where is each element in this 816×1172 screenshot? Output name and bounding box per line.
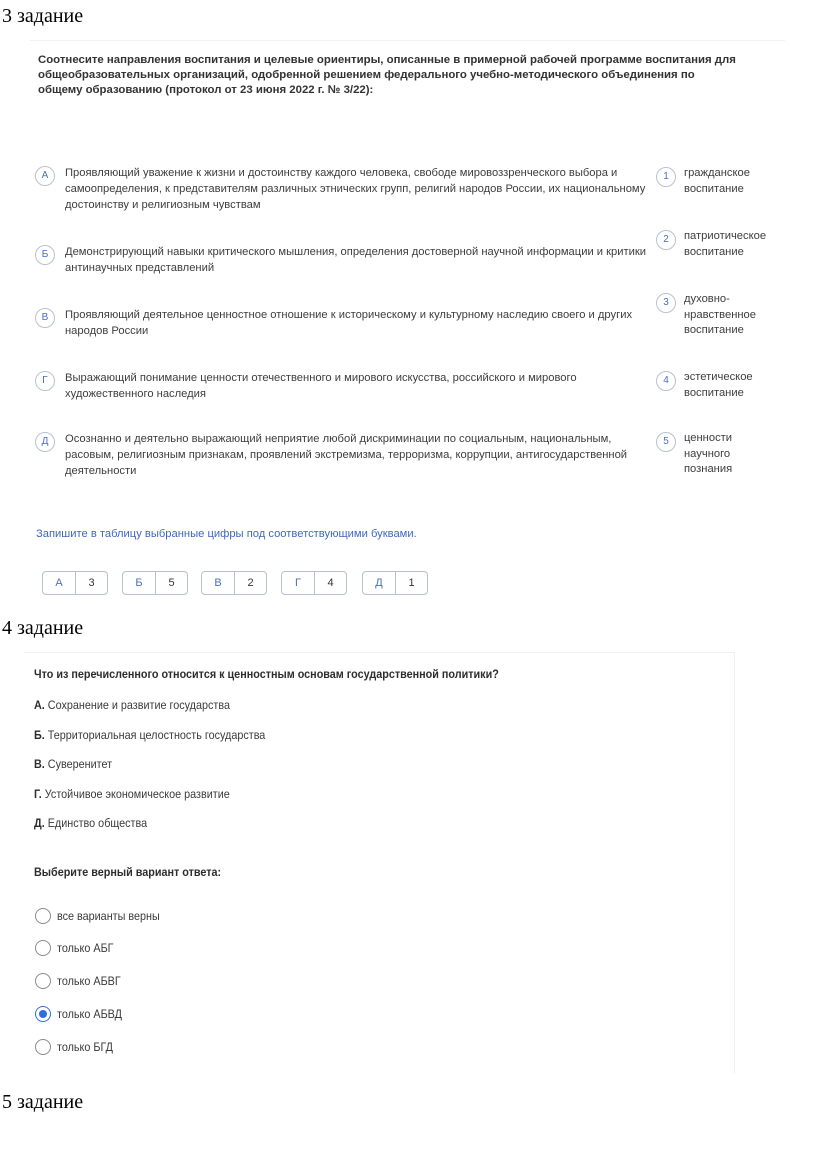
statement-item [34,698,230,712]
item-text: Сохранение и развитие государства [47,698,230,712]
option-text: эстетическое воспитание [684,371,753,399]
answer-cell-a[interactable] [42,571,108,595]
statement-text: Проявляющий деятельное ценностное отношение к историческому и культурному наследию своего и других народов России [65,309,633,337]
radio-button[interactable] [35,1039,51,1055]
item-letter: Г. [34,787,42,801]
option-number-badge: 5 [656,432,676,452]
option-number-badge: 2 [656,230,676,250]
task3-instruction: Запишите в таблицу выбранные цифры под соответствующими буквами. [36,528,417,540]
item-text: Суверенитет [47,757,113,771]
statement-text: Проявляющий уважение к жизни и достоинству каждого человека, свободе мировоззренческого выбора и самоопределения, к представителям различных этнических групп, религий народов России, их национальному достоинству и религиозным чувствам [65,167,646,211]
option-text: гражданское воспитание [684,167,750,195]
answer-digit[interactable]: 3 [88,577,95,589]
statement-text: Демонстрирующий навыки критического мышления, определения достоверной научной информации и критики антинаучных представлений [65,246,647,274]
statement-letter-badge: Б [35,245,55,265]
choice-label[interactable]: все варианты верны [57,909,160,923]
radio-button[interactable] [35,1006,51,1022]
radio-button[interactable] [35,973,51,989]
task3-panel [30,40,785,611]
answer-letter: Б [123,572,156,594]
statement-item [34,816,147,830]
option-text: духовно-нравственное воспитание [684,293,756,336]
option-number-badge: 3 [656,293,676,313]
item-text: Единство общества [47,816,148,830]
choice-label[interactable]: только АБГ [57,941,114,955]
statement-item [34,757,112,771]
task4-question: Что из перечисленного относится к ценностным основам государственной политики? [34,667,499,681]
statement-item [34,787,230,801]
item-letter: В. [34,757,45,771]
statement-letter-badge: Г [35,371,55,391]
task3-heading: 3 задание [2,5,84,27]
answer-letter: Г [282,572,315,594]
answer-letter: Д [363,572,396,594]
task5-heading: 5 задание [2,1091,84,1113]
item-letter: Б. [34,728,45,742]
choose-answer-label: Выберите верный вариант ответа: [34,865,222,879]
answer-cell-g[interactable] [281,571,347,595]
statement-text: Выражающий понимание ценности отечественного и мирового искусства, российского и мирового художественного наследия [65,372,577,400]
option-text: ценности научного познания [684,432,733,475]
answer-cell-d[interactable] [362,571,428,595]
statement-letter-badge: А [35,166,55,186]
statement-letter-badge: Д [35,432,55,452]
choice-label[interactable]: только АБВД [57,1007,122,1021]
task4-heading: 4 задание [2,617,84,639]
statement-text: Осознанно и деятельно выражающий неприятие любой дискриминации по социальным, национальным, расовым, религиозным признакам, проявлений экстремизма, терроризма, коррупции, антигосударственной деятельности [65,433,628,477]
answer-letter: В [202,572,235,594]
task3-intro: Соотнесите направления воспитания и целевые ориентиры, описанные в примерной рабочей программе воспитания для общеобразовательных организаций, одобренной решением федерального учебно-методического объединения по общему образованию (протокол от 23 июня 2022 г. № 3/22): [38,54,736,96]
choice-label[interactable]: только АБВГ [57,974,121,988]
answer-cell-b[interactable] [122,571,188,595]
statement-letter-badge: В [35,308,55,328]
choice-label[interactable]: только БГД [57,1040,113,1054]
task4-panel [24,652,735,1073]
radio-button[interactable] [35,940,51,956]
item-text: Территориальная целостность государства [47,728,266,742]
answer-digit[interactable]: 1 [408,577,415,589]
item-text: Устойчивое экономическое развитие [44,787,230,801]
answer-digit[interactable]: 5 [168,577,175,589]
answer-digit[interactable]: 2 [247,577,254,589]
item-letter: А. [34,698,45,712]
answer-digit[interactable]: 4 [327,577,334,589]
item-letter: Д. [34,816,45,830]
option-number-badge: 4 [656,371,676,391]
radio-button[interactable] [35,908,51,924]
option-text: патриотическое воспитание [684,230,767,258]
statement-item [34,728,265,742]
answer-letter: А [43,572,76,594]
option-number-badge: 1 [656,167,676,187]
answer-cell-v[interactable] [201,571,267,595]
